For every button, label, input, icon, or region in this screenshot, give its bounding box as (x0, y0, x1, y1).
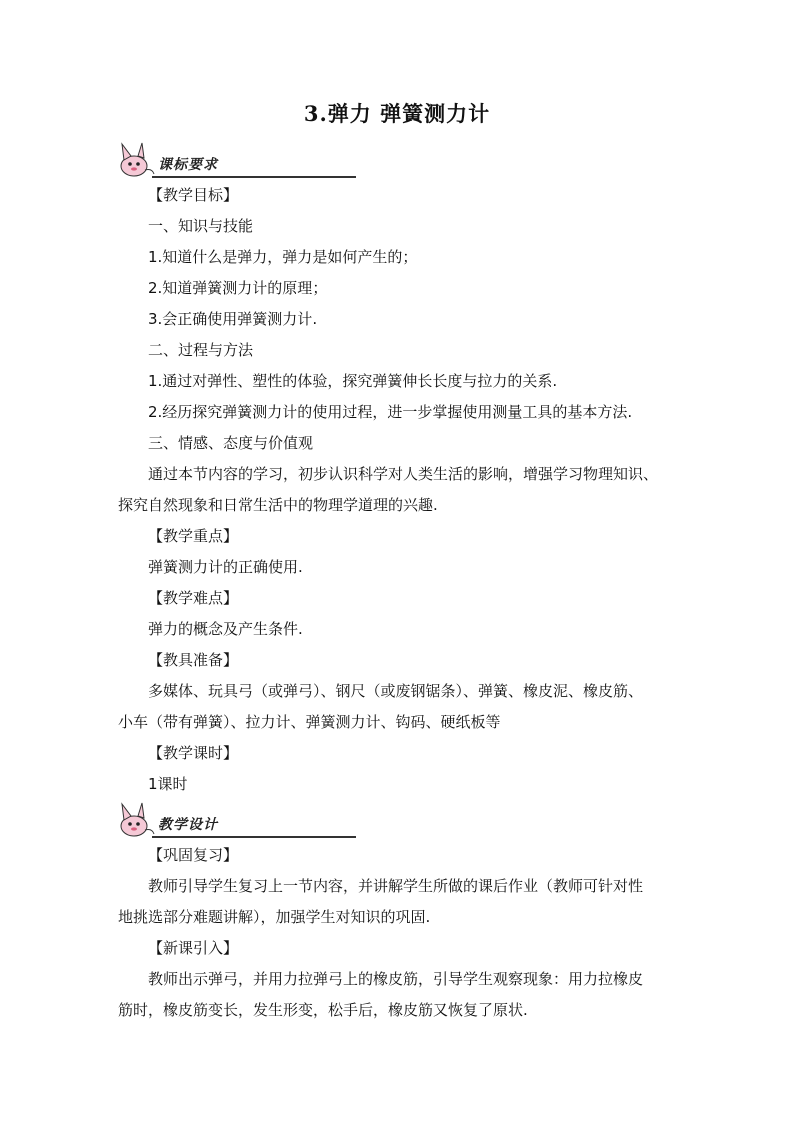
page-title: 3.弹力 弹簧测力计 (303, 101, 491, 126)
list-item: 2.经历探究弹簧测力计的使用过程，进一步掌握使用测量工具的基本方法. (148, 403, 633, 421)
section-underline (152, 176, 356, 178)
paragraph-line: 探究自然现象和日常生活中的物理学道理的兴趣. (118, 496, 438, 514)
section-header-design (118, 800, 248, 840)
subheading-emotion: 三、情感、态度与价值观 (148, 434, 314, 452)
content-block-1 (118, 180, 688, 800)
section-label: 课标要求 (158, 157, 218, 173)
paragraph-line: 教师出示弹弓，并用力拉弹弓上的橡皮筋，引导学生观察现象：用力拉橡皮 (148, 970, 644, 988)
heading-teaching-goals: 【教学目标】 (148, 186, 239, 204)
paragraph-line: 多媒体、玩具弓（或弹弓）、钢尺（或废钢锯条）、弹簧、橡皮泥、橡皮筋、 (148, 682, 644, 700)
section-label: 教学设计 (158, 817, 218, 833)
heading-key-points: 【教学重点】 (148, 527, 239, 545)
heading-class-hours: 【教学课时】 (148, 744, 239, 762)
heading-materials: 【教具准备】 (148, 651, 239, 669)
paragraph-line: 弹力的概念及产生条件. (148, 620, 303, 638)
paragraph-line: 小车（带有弹簧）、拉力计、弹簧测力计、钩码、硬纸板等 (118, 713, 501, 731)
list-item: 3.会正确使用弹簧测力计. (148, 310, 318, 328)
paragraph-line: 地挑选部分难题讲解），加强学生对知识的巩固. (118, 908, 431, 926)
paragraph-line: 弹簧测力计的正确使用. (148, 558, 303, 576)
paragraph-line: 教师引导学生复习上一节内容，并讲解学生所做的课后作业（教师可针对性 (148, 877, 644, 895)
paragraph-line: 1课时 (148, 775, 188, 793)
subheading-knowledge: 一、知识与技能 (148, 217, 254, 235)
heading-new-lesson: 【新课引入】 (148, 939, 239, 957)
section-header-kebiao (118, 140, 248, 180)
section-underline (152, 836, 356, 838)
paragraph-line: 筋时，橡皮筋变长，发生形变，松手后，橡皮筋又恢复了原状. (118, 1001, 528, 1019)
paragraph-line: 通过本节内容的学习，初步认识科学对人类生活的影响，增强学习物理知识、 (148, 465, 659, 483)
list-item: 1.知道什么是弹力，弹力是如何产生的； (148, 248, 418, 266)
list-item: 1.通过对弹性、塑性的体验，探究弹簧伸长长度与拉力的关系. (148, 372, 558, 390)
list-item: 2.知道弹簧测力计的原理； (148, 279, 328, 297)
subheading-process: 二、过程与方法 (148, 341, 254, 359)
heading-difficulties: 【教学难点】 (148, 589, 239, 607)
heading-review: 【巩固复习】 (148, 846, 239, 864)
content-block-2 (118, 840, 688, 1026)
